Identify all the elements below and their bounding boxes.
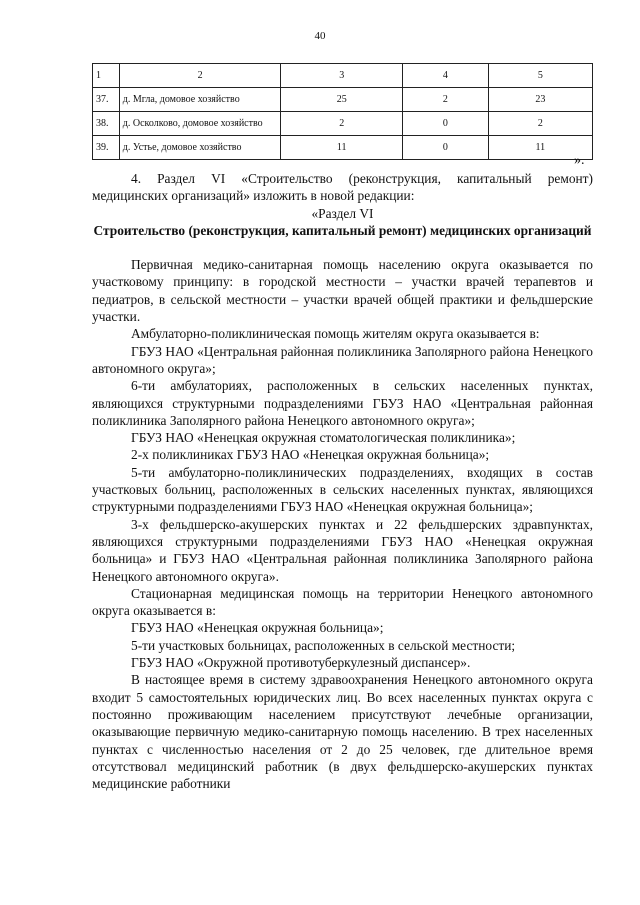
row-number: 37. — [93, 88, 120, 112]
body-paragraph: 3-х фельдшерско-акушерских пунктах и 22 фельдшерских здравпунктах, являющихся структурными подразделениями ГБУЗ НАО «Ненецкая окружная больница» и ГБУЗ НАО «Центральная районная поликлиника Заполярного района Ненецкого автономного округа». — [92, 516, 593, 584]
body-paragraph: ГБУЗ НАО «Ненецкая окружная больница»; — [131, 620, 384, 636]
table-row — [93, 136, 593, 160]
table-cell: 25 — [281, 88, 403, 112]
settlement-name: д. Устье, домовое хозяйство — [119, 136, 281, 160]
section-title: Строительство (реконструкция, капитальный ремонт) медицинских организаций — [93, 222, 592, 238]
body-paragraph: 6-ти амбулаториях, расположенных в сельских населенных пунктах, являющихся структурными подразделениями ГБУЗ НАО «Центральная районная поликлиника Заполярного района Ненецкого автономного округа»; — [92, 378, 593, 428]
body-paragraph: В настоящее время в систему здравоохранения Ненецкого автономного округа входит 5 самостоятельных юридических лиц. Во всех населенных пунктах округа с постоянно проживающим населением присутствуют лечебные организации, оказывающие первичную медико-санитарную помощь населению. В трех населенных пунктах с численностью населения от 2 до 25 человек, где длительное время отсутствовал медицинский работник (в двух фельдшерско-акушерских пунктах медицинские работники — [92, 672, 593, 792]
table-cell: 11 — [281, 136, 403, 160]
row-number: 38. — [93, 112, 120, 136]
body-paragraph: ГБУЗ НАО «Окружной противотуберкулезный диспансер». — [131, 655, 471, 671]
body-paragraph: 2-х поликлиниках ГБУЗ НАО «Ненецкая окружная больница»; — [131, 447, 490, 463]
table-cell: 0 — [403, 112, 489, 136]
row-number: 39. — [93, 136, 120, 160]
body-paragraph: Первичная медико-санитарная помощь населению округа оказывается по участковому принципу: в городской местности – участки врачей терапевтов и педиатров, в сельской местности – участки врачей общей практики и фельдшерские участки. — [92, 257, 593, 325]
closing-quote: ». — [574, 153, 585, 168]
table-header-cell: 2 — [119, 64, 281, 88]
table-cell: 23 — [488, 88, 592, 112]
table-header-cell: 4 — [403, 64, 489, 88]
body-paragraph: Амбулаторно-поликлиническая помощь жителям округа оказывается в: — [131, 326, 540, 342]
intro-paragraph: 4. Раздел VI «Строительство (реконструкция, капитальный ремонт) медицинских организаций» изложить в новой редакции: — [92, 171, 593, 204]
table-cell: 2 — [281, 112, 403, 136]
table-header-row — [93, 64, 593, 88]
body-paragraph: ГБУЗ НАО «Ненецкая окружная стоматологическая поликлиника»; — [131, 430, 516, 446]
body-paragraph: Стационарная медицинская помощь на территории Ненецкого автономного округа оказывается в: — [92, 585, 593, 619]
body-paragraph: 5-ти амбулаторно-поликлинических подразделениях, входящих в состав участковых больниц, расположенных в сельских населенных пунктах, являющихся структурными подразделениями ГБУЗ НАО «Ненецкая окружная больница»; — [92, 464, 593, 515]
spacer — [92, 239, 593, 256]
table-header-cell: 5 — [488, 64, 592, 88]
table-header-cell: 1 — [93, 64, 120, 88]
settlement-name: д. Мгла, домовое хозяйство — [119, 88, 281, 112]
page-number: 40 — [314, 30, 326, 42]
body-paragraph: ГБУЗ НАО «Центральная районная поликлиника Заполярного района Ненецкого автономного округа»; — [92, 343, 593, 376]
table-cell: 11 — [488, 136, 592, 160]
section-label: «Раздел VI — [311, 205, 374, 221]
document-body — [92, 170, 593, 792]
table-cell: 2 — [403, 88, 489, 112]
table-cell: 2 — [488, 112, 592, 136]
table-cell: 0 — [403, 136, 489, 160]
settlement-name: д. Осколково, домовое хозяйство — [119, 112, 281, 136]
table-header-cell: 3 — [281, 64, 403, 88]
table-row — [93, 88, 593, 112]
body-paragraph: 5-ти участковых больницах, расположенных в сельской местности; — [131, 637, 516, 653]
table-row — [93, 112, 593, 136]
settlements-table — [92, 63, 593, 160]
